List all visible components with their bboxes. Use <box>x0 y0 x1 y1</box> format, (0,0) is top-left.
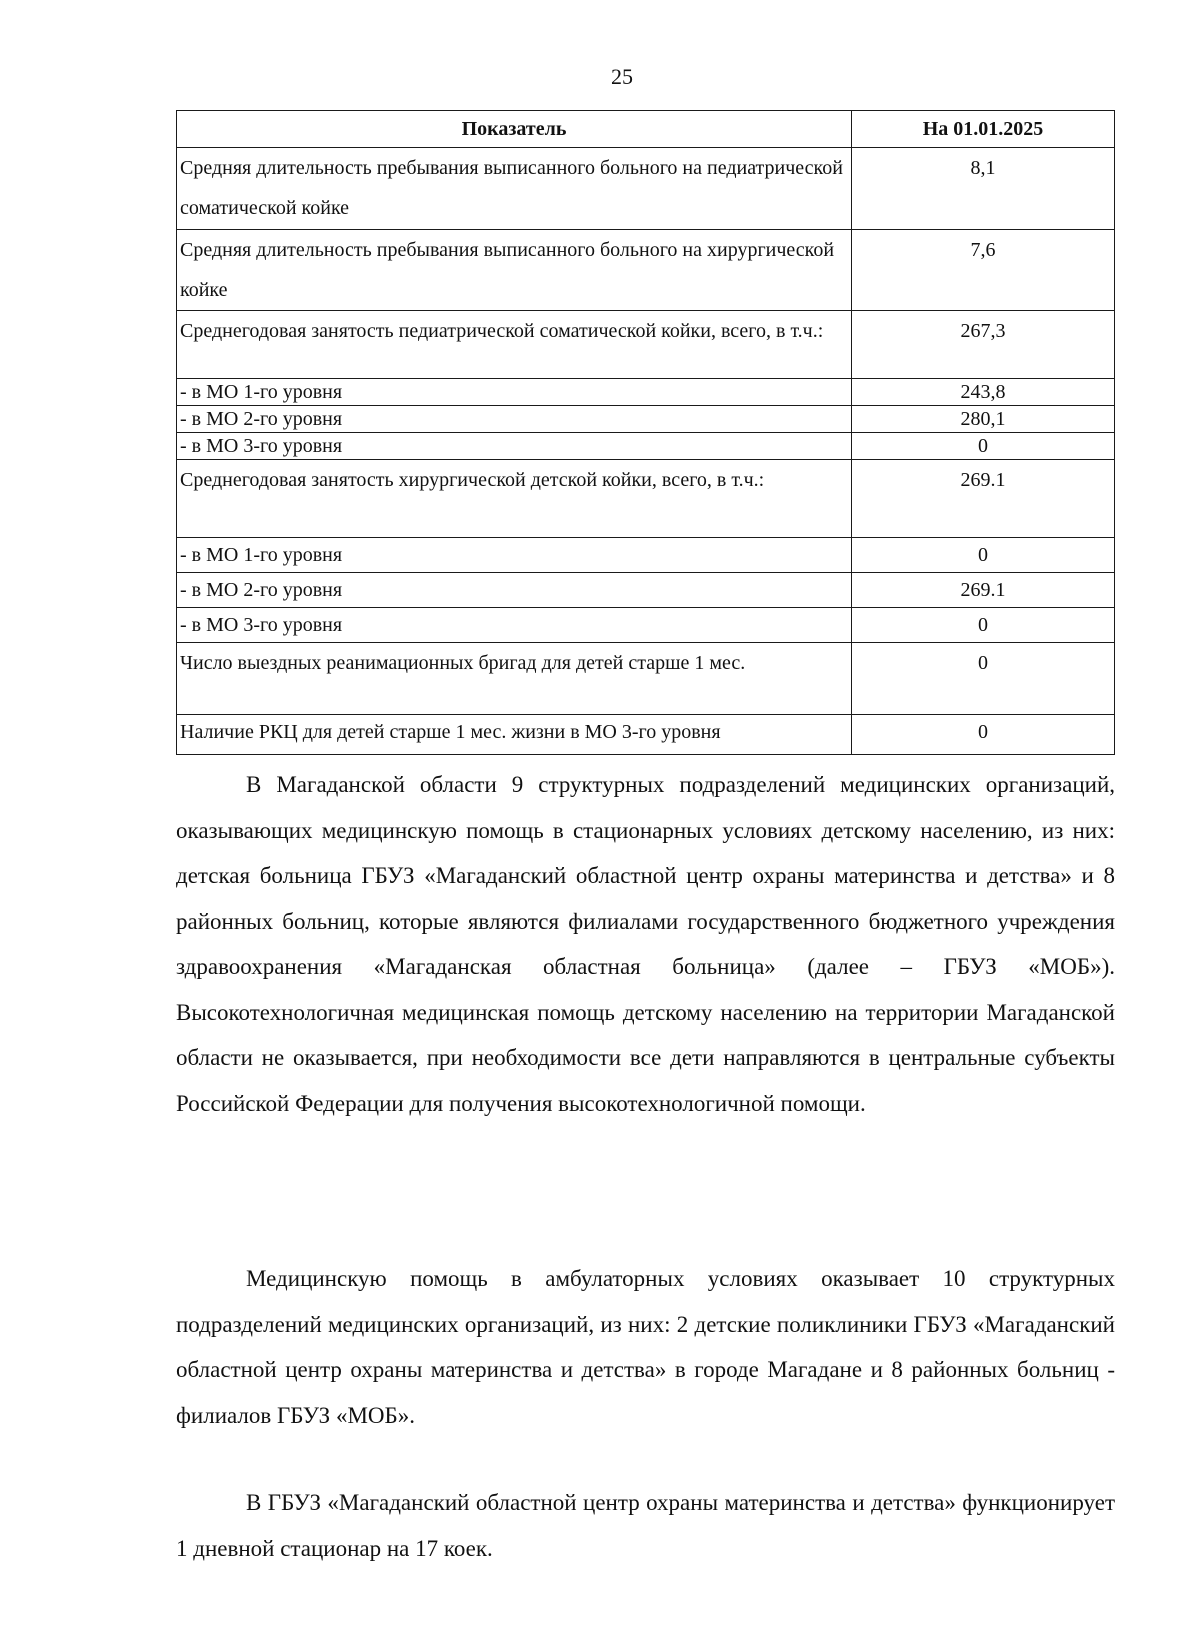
paragraph-text: В Магаданской области 9 структурных подразделений медицинских организаций, оказывающих медицинскую помощь в стационарных условиях детскому населению, из них: детская больница ГБУЗ «Магаданский областной центр охраны материнства и детства» и 8 районных больниц, которые являются филиалами государственного бюджетного учреждения здравоохранения «Магаданская областная больница» (далее – ГБУЗ «МОБ»). Высокотехнологичная медицинская помощь детскому населению на территории Магаданской области не оказывается, при необходимости все дети направляются в центральные субъекты Российской Федерации для получения высокотехнологичной помощи. <box>176 772 1115 1116</box>
row-value: 269.1 <box>852 460 1115 538</box>
table-row <box>177 715 1115 755</box>
table-header-row <box>177 111 1115 148</box>
table-row <box>177 573 1115 608</box>
row-label: Среднегодовая занятость хирургической детской койки, всего, в т.ч.: <box>177 460 852 538</box>
row-value: 0 <box>852 538 1115 573</box>
row-label: Число выездных реанимационных бригад для детей старше 1 мес. <box>177 643 852 715</box>
paragraph-outpatient <box>176 1256 1115 1438</box>
row-value: 7,6 <box>852 230 1115 311</box>
row-label: - в МО 3-го уровня <box>177 433 852 460</box>
row-label: - в МО 2-го уровня <box>177 406 852 433</box>
row-label: Средняя длительность пребывания выписанного больного на педиатрической соматической койке <box>177 148 852 230</box>
table-row <box>177 148 1115 230</box>
header-indicator: Показатель <box>177 111 852 148</box>
indicators-table <box>176 110 1115 755</box>
row-value: 280,1 <box>852 406 1115 433</box>
table-row <box>177 643 1115 715</box>
row-label: - в МО 3-го уровня <box>177 608 852 643</box>
table-row <box>177 608 1115 643</box>
row-value: 267,3 <box>852 311 1115 379</box>
paragraph-text: Медицинскую помощь в амбулаторных условиях оказывает 10 структурных подразделений медицинских организаций, из них: 2 детские поликлиники ГБУЗ «Магаданский областной центр охраны материнства и детства» в городе Магадане и 8 районных больниц - филиалов ГБУЗ «МОБ». <box>176 1266 1115 1428</box>
paragraph-text: В ГБУЗ «Магаданский областной центр охраны материнства и детства» функционирует 1 дневной стационар на 17 коек. <box>176 1490 1115 1561</box>
row-value: 0 <box>852 643 1115 715</box>
paragraph-inpatient <box>176 762 1115 1126</box>
table-row <box>177 406 1115 433</box>
row-value: 269.1 <box>852 573 1115 608</box>
table-row <box>177 538 1115 573</box>
page-number: 25 <box>611 64 633 89</box>
row-label: Среднегодовая занятость педиатрической соматической койки, всего, в т.ч.: <box>177 311 852 379</box>
row-label: - в МО 1-го уровня <box>177 379 852 406</box>
paragraph-day-hospital <box>176 1480 1115 1571</box>
table-row <box>177 379 1115 406</box>
table-row <box>177 230 1115 311</box>
row-value: 0 <box>852 433 1115 460</box>
row-value: 0 <box>852 608 1115 643</box>
header-value: На 01.01.2025 <box>852 111 1115 148</box>
row-value: 0 <box>852 715 1115 755</box>
table-row <box>177 311 1115 379</box>
row-value: 243,8 <box>852 379 1115 406</box>
row-label: Наличие РКЦ для детей старше 1 мес. жизни в МО 3-го уровня <box>177 715 852 755</box>
table-row <box>177 460 1115 538</box>
row-label: - в МО 1-го уровня <box>177 538 852 573</box>
table-row <box>177 433 1115 460</box>
row-label: - в МО 2-го уровня <box>177 573 852 608</box>
row-value: 8,1 <box>852 148 1115 230</box>
row-label: Средняя длительность пребывания выписанного больного на хирургической койке <box>177 230 852 311</box>
